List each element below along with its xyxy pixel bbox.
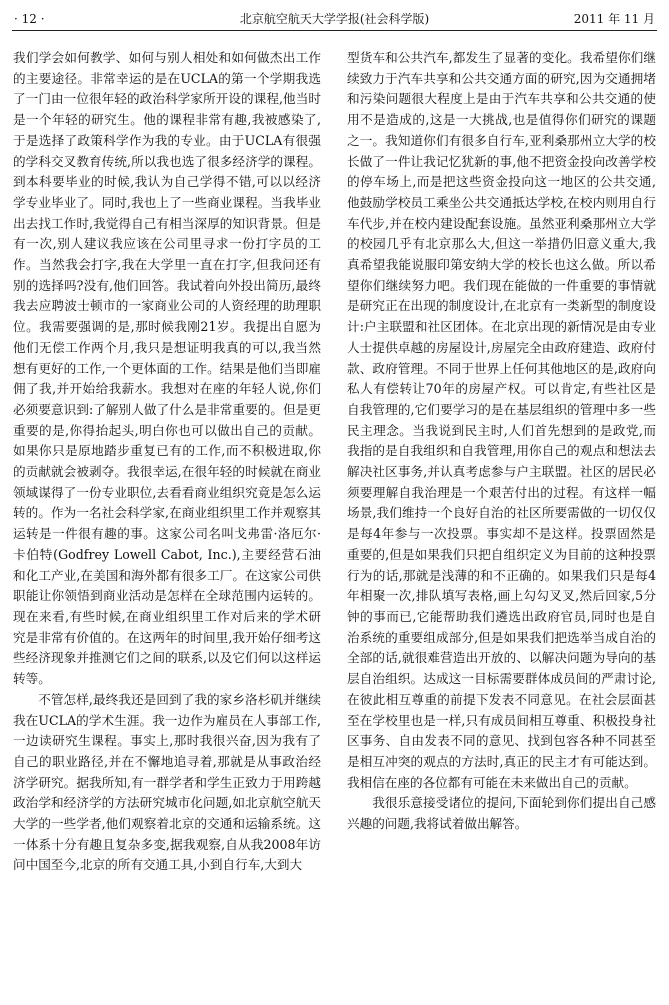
- issue-date: 2011 年 11 月: [573, 12, 655, 26]
- journal-title: 北京航空航天大学学报(社会科学版): [239, 12, 430, 26]
- paragraph: 型货车和公共汽车,都发生了显著的变化。我希望你们继续致力于汽车共享和公共交通方面的研究,因为交通拥堵和污染问题很大程度上是由于汽车共享和公共交通的使用不是造成的,这是一大挑战,也是值得你们研究的课题之一。我知道你们有很多自行车,亚利桑那州立大学的校长做了一件让我记忆犹新的事,他不把资金投向改善学校的停车场上,而是把这些资金投向这一地区的公共交通,他鼓励学校员工乘坐公共交通抵达学校,在校内则用自行车代步,并在校内建设配套设施。虽然亚利桑那州立大学的校园几乎有北京那么大,但这一举措仍旧意义重大,我真希望我能说服印第安纳大学的校长也这么做。所以希望你们继续努力吧。我们现在能做的一件重要的事情就是研究正在出现的制度设计,在北京有一类新型的制度设计:户主联盟和社区团体。在北京出现的新情况是由专业人士提供卓越的房屋设计,房屋完全由政府建造、政府付款、政府管理。不同于世界上任何其他地区的是,政府向私人有偿转让70年的房屋产权。可以肯定,有些社区是自我管理的,它们要学习的是在基层组织的管理中多一些民主理念。当我说到民主时,人们首先想到的是政党,而我指的是自我组织和自我管理,用你自己的观点和想法去解决社区事务,并认真考虑参与户主联盟。社区的居民必须要理解自我治理是一个艰苦付出的过程。有这样一幅场景,我们维持一个良好自治的社区所要需做的一切仅仅是每4年参与一次投票。事实却不是这样。投票固然是重要的,但是如果我们只把自组织定义为目前的这种投票行为的话,那就是浅薄的和不正确的。如果我们只是每4年相聚一次,排队填写表格,画上勾勾叉叉,然后回家,5分钟的事而已,它能帮助我们遴选出政府官员,同时也是自治系统的重要组成部分,但是如果我们把选举当成自治的全部的话,就很难营造出开放的、以解决问题为导向的基层自治组织。达成这一目标需要群体成员间的严肃讨论,在彼此相互尊重的前提下发表不同意见。在社会层面甚至在学校里也是一样,只有成员间相互尊重、积极投身社区事务、自由发表不同的意见、找到包容各种不同甚至是相互冲突的观点的方法时,真正的民主才有可能达到。我相信在座的各位都有可能在未来做出自己的贡献。: [347, 50, 656, 790]
- running-header: [12, 8, 657, 31]
- paragraph: 我们学会如何教学、如何与别人相处和如何做杰出工作的主要途径。非常幸运的是在UCLA的第一个学期我选了一门由一位很年轻的政治科学家所开设的课程,他当时是一个年轻的研究生。他的课程非常有趣,我被感染了,于是选择了政策科学作为我的专业。由于UCLA有很强的学科交叉教育传统,所以我也选了很多经济学的课程。到本科要毕业的时候,我认为自己学得不错,可以以经济学专业毕业了。同时,我也上了一些商业课程。当我毕业出去找工作时,我觉得自己有相当深厚的知识背景。但是有一次,别人建议我应该在公司里寻求一份打字员的工作。当然我会打字,我在大学里一直在打字,但我问还有别的选择吗?没有,他们回答。我试着向外投出简历,最终我去应聘波士顿市的一家商业公司的人资经理的助理职位。我需要强调的是,那时候我刚21岁。我提出自愿为他们无偿工作两个月,我只是想证明我真的可以,我当然想有更好的工作,一个更体面的工作。结果是他们当即雇佣了我,并开始给我薪水。我想对在座的年轻人说,你们必须要意识到:了解别人做了什么是非常重要的。但是更重要的是,你得抬起头,明白你也可以做出自己的贡献。如果你只是原地踏步重复已有的工作,而不积极进取,你的贡献就会被剥夺。我很幸运,在很年轻的时候就在商业领域谋得了一份专业职位,去看看商业组织究竟是怎么运转的。作为一名社会科学家,在商业组织里工作并观察其运转是一件很有趣的事。这家公司名叫戈弗雷·洛厄尔·卡伯特(Godfrey Lowell Cabot, Inc.),主要经营石油和化工产业,在美国和海外都有很多工厂。在这家公司供职能让你领悟到商业活动是怎样在全球范围内运转的。现在来看,有些时候,在商业组织里工作对后来的学术研究是非常有价值的。在这两年的时间里,我开始仔细考这些经济现象并推测它们之间的联系,以及它们何以这样运转等。: [13, 50, 321, 687]
- paragraph: 我很乐意接受诸位的提问,下面轮到你们提出自己感兴趣的问题,我将试着做出解答。: [347, 795, 656, 832]
- right-column: [347, 48, 656, 998]
- left-column: [13, 48, 321, 998]
- paragraph: 不管怎样,最终我还是回到了我的家乡洛杉矶并继续我在UCLA的学术生涯。我一边作为雇员在人事部工作,一边读研究生课程。事实上,那时我很兴奋,因为我有了自己的职业路径,并在不懈地追寻着,那就是从事政治经济学研究。据我所知,有一群学者和学生正致力于用跨越政治学和经济学的方法研究城市化问题,如北京航空航天大学的一些学者,他们观察着北京的交通和运输系统。这一体系十分有趣且复杂多变,据我观察,自从我2008年访问中国至今,北京的所有交通工具,小到自行车,大到大: [13, 691, 321, 873]
- page-number: · 12 ·: [14, 12, 45, 26]
